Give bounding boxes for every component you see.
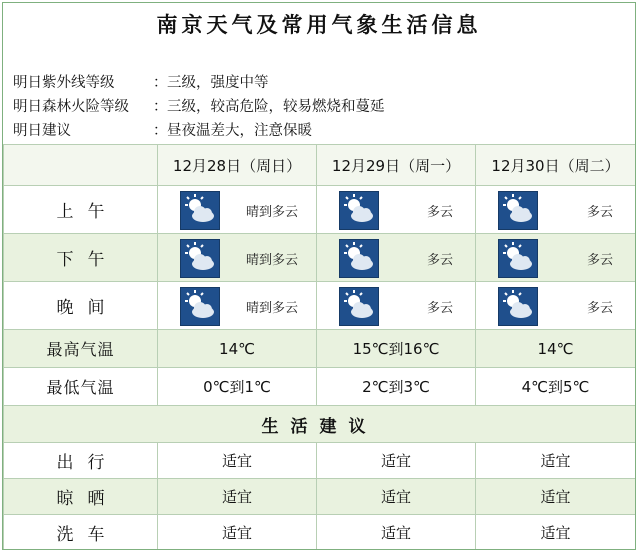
weather-text: 晴到多云 — [245, 301, 298, 316]
low-temp-value: 2℃到3℃ — [317, 368, 476, 406]
low-temp-value: 0℃到1℃ — [158, 368, 317, 406]
life-value: 适宜 — [317, 479, 476, 515]
weather-text: 多云 — [586, 301, 613, 316]
weather-cell — [317, 282, 476, 330]
partly-cloudy-icon — [339, 191, 379, 230]
fire-info — [13, 95, 385, 116]
weather-cell — [476, 234, 636, 282]
life-value: 适宜 — [158, 515, 317, 551]
advice-label: 明日建议 — [13, 123, 71, 139]
weather-cell — [476, 282, 636, 330]
low-temp-row — [4, 368, 636, 406]
weather-text: 多云 — [426, 253, 453, 268]
weather-cell — [476, 186, 636, 234]
period-row-morning — [4, 186, 636, 234]
uv-value: 三级，强度中等 — [167, 75, 269, 91]
life-section-title: 生活建议 — [4, 406, 636, 443]
weather-sheet — [2, 2, 636, 550]
weather-cell — [158, 186, 317, 234]
partly-cloudy-icon — [498, 239, 538, 278]
uv-label: 明日紫外线等级 — [13, 75, 115, 91]
partly-cloudy-icon — [498, 287, 538, 326]
corner-cell — [4, 145, 158, 186]
period-label: 上午 — [4, 186, 158, 234]
weather-cell — [158, 282, 317, 330]
fire-label: 明日森林火险等级 — [13, 99, 129, 115]
low-temp-label: 最低气温 — [4, 368, 158, 406]
uv-colon: ： — [153, 75, 168, 91]
period-label: 晚间 — [4, 282, 158, 330]
weather-text: 多云 — [586, 205, 613, 220]
high-temp-row — [4, 330, 636, 368]
life-section-header — [4, 406, 636, 443]
life-value: 适宜 — [476, 479, 636, 515]
weather-cell — [158, 234, 317, 282]
partly-cloudy-icon — [339, 239, 379, 278]
weather-text: 多云 — [426, 205, 453, 220]
uv-info — [13, 71, 269, 92]
life-value: 适宜 — [158, 479, 317, 515]
life-value: 适宜 — [158, 443, 317, 479]
weather-text: 多云 — [586, 253, 613, 268]
partly-cloudy-icon — [180, 287, 220, 326]
high-temp-value: 15℃到16℃ — [317, 330, 476, 368]
life-label: 洗车 — [4, 515, 158, 551]
forecast-table — [3, 144, 636, 550]
page-title: 南京天气及常用气象生活信息 — [156, 12, 482, 37]
life-label: 出行 — [4, 443, 158, 479]
period-label: 下午 — [4, 234, 158, 282]
low-temp-value: 4℃到5℃ — [476, 368, 636, 406]
partly-cloudy-icon — [498, 191, 538, 230]
fire-colon: ： — [153, 99, 168, 115]
life-value: 适宜 — [317, 515, 476, 551]
weather-text: 晴到多云 — [245, 205, 298, 220]
date-header: 12月28日（周日） — [158, 145, 317, 186]
partly-cloudy-icon — [180, 239, 220, 278]
advice-info — [13, 119, 312, 140]
life-value: 适宜 — [476, 515, 636, 551]
weather-text: 晴到多云 — [245, 253, 298, 268]
life-label: 晾晒 — [4, 479, 158, 515]
partly-cloudy-icon — [180, 191, 220, 230]
partly-cloudy-icon — [339, 287, 379, 326]
life-value: 适宜 — [476, 443, 636, 479]
life-value: 适宜 — [317, 443, 476, 479]
period-row-evening — [4, 282, 636, 330]
weather-text: 多云 — [426, 301, 453, 316]
date-header: 12月30日（周二） — [476, 145, 636, 186]
high-temp-label: 最高气温 — [4, 330, 158, 368]
date-header-row — [4, 145, 636, 186]
advice-value: 昼夜温差大，注意保暖 — [167, 123, 312, 139]
weather-cell — [317, 186, 476, 234]
life-row-carwash — [4, 515, 636, 551]
advice-colon: ： — [153, 123, 168, 139]
life-row-drying — [4, 479, 636, 515]
high-temp-value: 14℃ — [158, 330, 317, 368]
fire-value: 三级，较高危险，较易燃烧和蔓延 — [167, 99, 385, 115]
weather-cell — [317, 234, 476, 282]
life-row-travel — [4, 443, 636, 479]
period-row-afternoon — [4, 234, 636, 282]
high-temp-value: 14℃ — [476, 330, 636, 368]
date-header: 12月29日（周一） — [317, 145, 476, 186]
